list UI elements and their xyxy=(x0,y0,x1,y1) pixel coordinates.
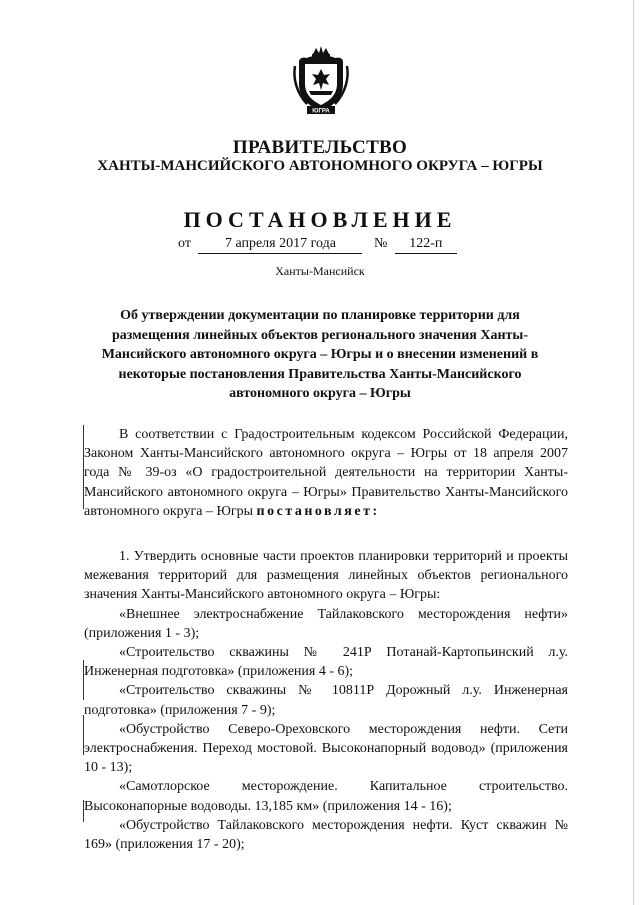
scan-margin-mark xyxy=(83,425,84,509)
government-title: ПРАВИТЕЛЬСТВО xyxy=(232,137,408,158)
region-title: ХАНТЫ-МАНСИЙСКОГО АВТОНОМНОГО ОКРУГА – ЮГРЫ xyxy=(97,158,543,174)
scan-margin-mark xyxy=(83,800,84,822)
item-paragraph: «Самотлорское месторождение. Капитальное строительство. Высоконапорные водоводы. 13,185 км» (приложения 14 - 16); xyxy=(84,779,568,814)
scan-margin-mark xyxy=(83,715,84,755)
document-type-heading: ПОСТАНОВЛЕНИЕ xyxy=(183,207,457,232)
item-paragraph: «Строительство скважины № 10811Р Дорожный л.у. Инженерная подготовка» (приложения 7 - 9); xyxy=(84,683,568,718)
item-paragraph: «Обустройство Тайлаковского месторождения нефти. Куст скважин № 169» (приложения 17 - 20); xyxy=(84,817,568,853)
number-label: № xyxy=(373,236,388,251)
city-name: Ханты-Мансийск xyxy=(275,264,365,278)
scan-edge-line xyxy=(633,0,634,905)
item-paragraph: «Обустройство Северо-Ореховского месторождения нефти. Сети электроснабжения. Переход мостовой. Высоконапорный водовод» (приложения 10 - 13); xyxy=(84,721,568,776)
decree-subject: Об утверждении документации по планировке территории для размещения линейных объектов регионального значения Ханты-Мансийского автономного округа – Югры и о внесении изменений в некоторые постановления Правительства Ханты-Мансийского автономного округа – Югры xyxy=(101,308,539,401)
item-paragraph: «Внешнее электроснабжение Тайлаковского месторождения нефти» (приложения 1 - 3); xyxy=(84,606,568,641)
emblem-ribbon-text: ЮГРА xyxy=(312,108,330,115)
preamble-text: В соответствии с Градостроительным кодексом Российской Федерации, Законом Ханты-Мансийского автономного округа – Югры от 18 апреля 2007 года № 39-оз «О градостроительной деятельности на территории Ханты-Мансийского автономного округа – Югры» Правительство Ханты-Мансийского автономного округа – Югры xyxy=(84,427,568,519)
preamble-paragraph xyxy=(84,425,568,521)
date-number-line xyxy=(178,236,457,254)
coat-of-arms-khmao-icon xyxy=(291,44,351,116)
item-paragraph: 1. Утвердить основные части проектов планировки территорий и проекты межевания территорий для размещения линейных объектов регионального значения Ханты-Мансийского автономного округа – Югры: xyxy=(84,549,568,603)
date-label: от xyxy=(178,236,191,251)
scan-margin-mark xyxy=(83,660,84,700)
resolves-word: постановляет: xyxy=(256,503,380,519)
item-paragraph: «Строительство скважины № 241Р Потанай-Картопьинский л.у. Инженерная подготовка» (приложения 4 - 6); xyxy=(84,645,568,680)
decree-number: 122-п xyxy=(395,236,457,254)
decree-items xyxy=(84,547,568,854)
decree-date: 7 апреля 2017 года xyxy=(198,236,362,254)
